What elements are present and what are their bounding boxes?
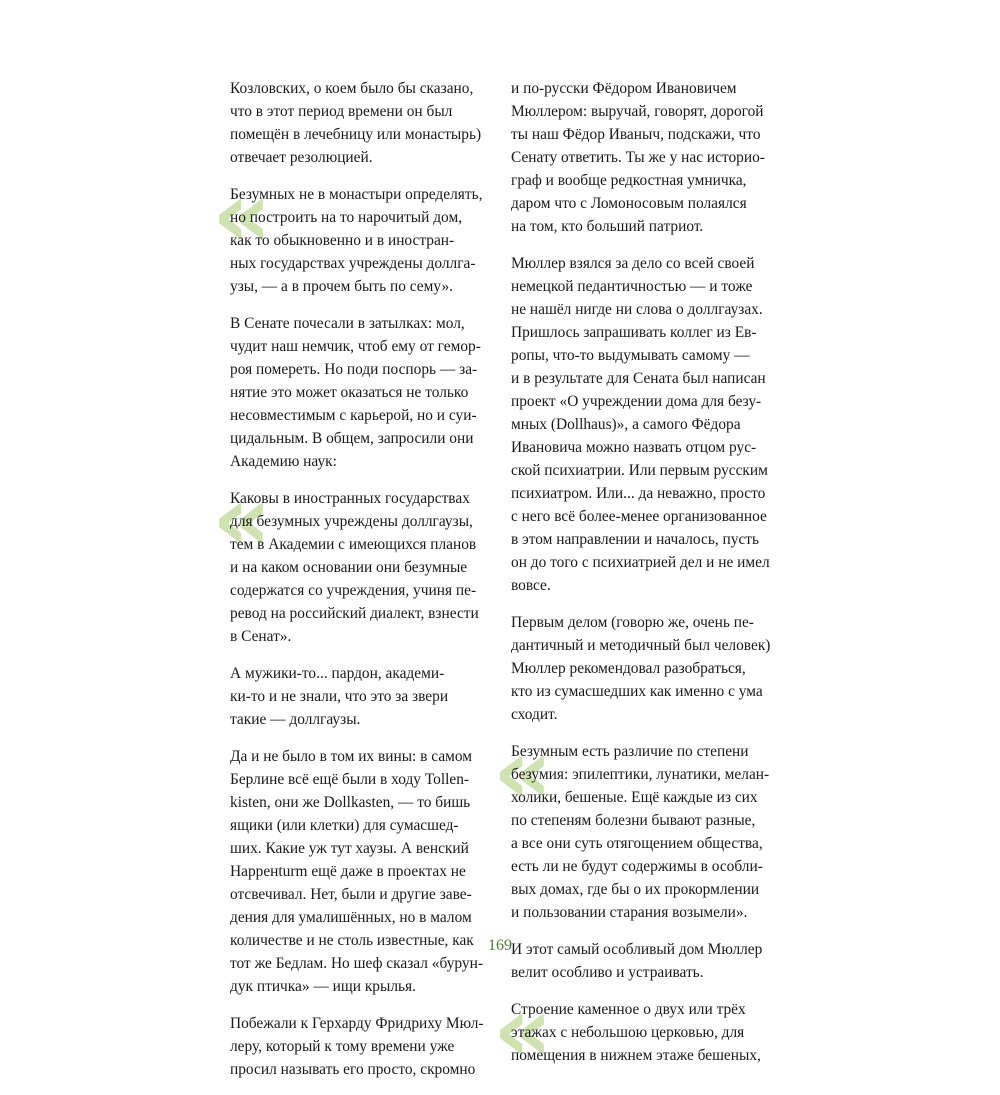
text-line: Академию наук:	[230, 453, 337, 470]
text-line: и в результате для Сената был написан	[511, 370, 766, 387]
text-line: отвечает резолюцией.	[230, 149, 373, 166]
text-line: ропы, что-то выдумывать самому —	[511, 347, 750, 364]
paragraph	[230, 662, 492, 731]
text-line: Берлине всё ещё были в ходу Tollen-	[230, 771, 470, 788]
text-line: kisten, они же Dollkasten, — то бишь	[230, 794, 471, 811]
text-line: количестве и не столь известные, как	[230, 932, 474, 949]
text-line: ших. Какие уж тут хаузы. А венский	[230, 840, 469, 857]
paragraph	[230, 77, 492, 169]
text-line: даром что с Ломоносовым полаялся	[511, 195, 747, 212]
text-line: содержатся со учреждения, учиня пе-	[230, 582, 477, 599]
quote-paragraph	[212, 465, 492, 648]
text-line: нятие это может оказаться не только	[230, 384, 469, 401]
text-line: Ивановича можно назвать отцом рус-	[511, 439, 757, 456]
text-line: и по-русски Фёдором Ивановичем	[511, 80, 737, 97]
text-line: Да и не было в том их вины: в самом	[230, 748, 473, 765]
text-line: чудит наш немчик, чтоб ему от гемор-	[230, 338, 481, 355]
text-line: с него всё более-менее организованное	[511, 508, 767, 525]
text-line: дантичный и методичный был человек)	[511, 637, 771, 654]
text-line: Безумных не в монастыри определять,	[230, 186, 483, 203]
text-line: есть ли не будут содержимы в особли-	[511, 858, 763, 875]
text-line: проект «О учреждении дома для безу-	[511, 393, 762, 410]
text-line: помещён в лечебницу или монастырь)	[230, 126, 482, 143]
text-line: для безумных учреждены доллгаузы,	[230, 513, 473, 530]
text-line: узы, — а в прочем быть по сему».	[230, 278, 453, 295]
text-line: отсвечивал. Нет, были и другие заве-	[230, 886, 472, 903]
paragraph	[230, 1012, 492, 1081]
text-line: ты наш Фёдор Иваныч, подскажи, что	[511, 126, 761, 143]
text-line: велит особливо и устраивать.	[511, 964, 704, 981]
paragraph	[511, 252, 773, 597]
text-line: цидальным. В общем, запросили они	[230, 430, 474, 447]
text-line: сходит.	[511, 706, 558, 723]
quote-paragraph	[212, 161, 492, 298]
text-line: Сенату ответить. Ты же у нас историо-	[511, 149, 765, 166]
text-line: дук птичка» — ищи крылья.	[230, 978, 416, 995]
quote-paragraph	[493, 976, 773, 1083]
text-line: и на каком основании они безумные	[230, 559, 468, 576]
text-line: Строение каменное о двух или трёх	[511, 1001, 746, 1018]
text-line: леру, который к тому времени уже	[230, 1038, 455, 1055]
text-line: Каковы в иностранных государствах	[230, 490, 470, 507]
text-line: дения для умалишённых, но в малом	[230, 909, 472, 926]
quote-mark-icon: «	[493, 976, 553, 1083]
text-line: ской психиатрии. Или первым русским	[511, 462, 768, 479]
text-line: Мюллером: выручай, говорят, дорогой	[511, 103, 764, 120]
text-line: Мюллер взялся за дело со всей своей	[511, 255, 755, 272]
text-line: мных (Dollhaus)», а самого Фёдора	[511, 416, 741, 433]
page-number: 169	[488, 937, 512, 954]
text-line: в этом направлении и началось, пусть	[511, 531, 760, 548]
text-line: он до того с психиатрией дел и не имел	[511, 554, 770, 571]
paragraph	[230, 745, 492, 998]
text-line: этажах с небольшою церковью, для	[511, 1024, 745, 1041]
text-line: помещения в нижнем этаже бешеных,	[511, 1047, 761, 1064]
text-line: А мужики-то... пардон, академи-	[230, 665, 445, 682]
text-line: Мюллер рекомендовал разобраться,	[511, 660, 746, 677]
text-line: несовместимым с карьерой, но и суи-	[230, 407, 477, 424]
text-line: на том, кто больший патриот.	[511, 218, 704, 235]
text-line: по степеням болезни бывают разные,	[511, 812, 756, 829]
text-line: кто из сумасшедших как именно с ума	[511, 683, 763, 700]
text-line: что в этот период времени он был	[230, 103, 453, 120]
text-line: И этот самый особливый дом Мюллер	[511, 941, 763, 958]
quote-paragraph	[493, 718, 773, 924]
paragraph	[230, 312, 492, 473]
text-line: безумия: эпилептики, лунатики, мелан-	[511, 766, 770, 783]
text-line: холики, бешеные. Ещё каждые из сих	[511, 789, 758, 806]
text-line: роя помереть. Но поди поспорь — за-	[230, 361, 478, 378]
text-line: Первым делом (говорю же, очень пе-	[511, 614, 754, 631]
text-line: и пользовании старания возымели».	[511, 904, 748, 921]
paragraph	[511, 77, 773, 238]
text-line: а все они суть отягощением общества,	[511, 835, 763, 852]
paragraph	[511, 611, 773, 726]
quote-mark-icon: «	[212, 465, 272, 572]
text-line: тот же Бедлам. Но шеф сказал «бурун-	[230, 955, 483, 972]
quote-mark-icon: «	[212, 161, 272, 268]
text-line: вовсе.	[511, 577, 551, 594]
text-line: Побежали к Герхарду Фридриху Мюл-	[230, 1015, 484, 1032]
quote-mark-icon: «	[493, 718, 553, 825]
text-line: Козловских, о коем было бы сказано,	[230, 80, 474, 97]
text-line: просил называть его просто, скромно	[230, 1061, 476, 1078]
text-line: как то обыкновенно и в иностран-	[230, 232, 455, 249]
text-line: такие — доллгаузы.	[230, 711, 361, 728]
text-line: в Сенат».	[230, 628, 292, 645]
text-line: Пришлось запрашивать коллег из Ев-	[511, 324, 757, 341]
text-line: вых домах, где бы о их прокормлении	[511, 881, 760, 898]
text-line: тем в Академии с имеющихся планов	[230, 536, 477, 553]
text-line: но построить на то нарочитый дом,	[230, 209, 463, 226]
text-line: не нашёл нигде ни слова о доллгаузах.	[511, 301, 763, 318]
text-line: ных государствах учреждены доллга-	[230, 255, 476, 272]
text-line: ревод на российский диалект, взнести	[230, 605, 479, 622]
text-line: немецкой педантичностью — и тоже	[511, 278, 753, 295]
text-line: ящики (или клетки) для сумасшед-	[230, 817, 459, 834]
text-line: Нарренturm ещё даже в проектах не	[230, 863, 466, 880]
text-line: граф и вообще редкостная умничка,	[511, 172, 747, 189]
text-line: ки-то и не знали, что это за звери	[230, 688, 449, 705]
text-line: Безумным есть различие по степени	[511, 743, 749, 760]
text-line: психиатром. Или... да неважно, просто	[511, 485, 766, 502]
text-line: В Сенате почесали в затылках: мол,	[230, 315, 465, 332]
